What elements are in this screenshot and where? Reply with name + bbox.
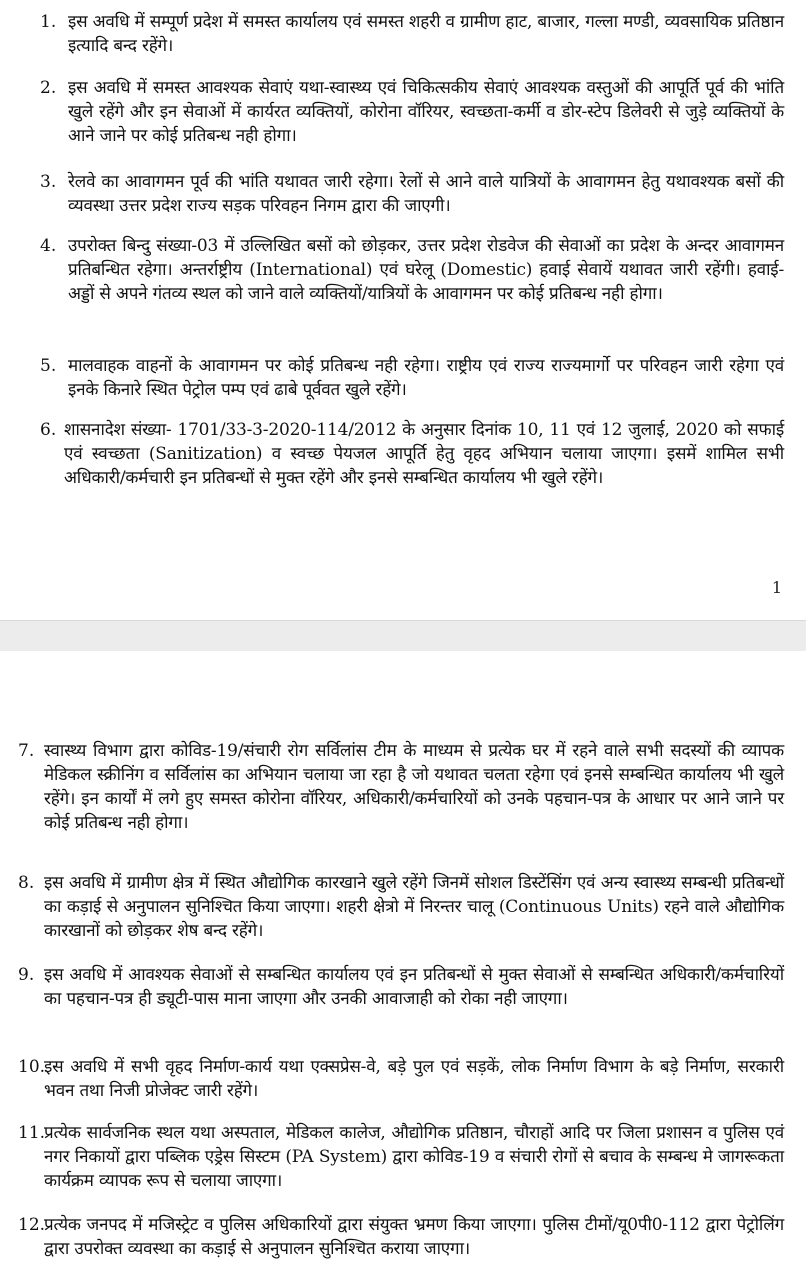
item-number: 7. (18, 741, 35, 761)
item-text: इस अवधि में आवश्यक सेवाओं से सम्बन्धित कार्यालय एवं इन प्रतिबन्धों से मुक्त सेवाओं से सम्बन्धित अधिकारी/कर्मचारियों का पहचान-पत्र ही ड्यूटी-पास माना जाएगा और उनकी आवाजाही को रोका नही जाएगा। (44, 965, 784, 1009)
item-text: उपरोक्त बिन्दु संख्या-03 में उल्लिखित बसों को छोड़कर, उत्तर प्रदेश रोडवेज की सेवाओं का प्रदेश के अन्दर आवागमन प्रतिबन्धित रहेगा। अन्तर्राष्ट्रीय (International) एवं घरेलू (Domestic) हवाई सेवायें यथावत जारी रहेंगी। हवाई-अड्डों से अपने गंतव्य स्थल को जाने वाले व्यक्तियों/यात्रियों के आवागमन पर कोई प्रतिबन्ध नही होगा। (68, 236, 784, 304)
item-number: 3. (40, 172, 57, 192)
item-text: इस अवधि में सम्पूर्ण प्रदेश में समस्त कार्यालय एवं समस्त शहरी व ग्रामीण हाट, बाजार, गल्ला मण्डी, व्यवसायिक प्रतिष्ठान इत्यादि बन्द रहेंगे। (68, 12, 784, 56)
document-page-1 (0, 0, 806, 620)
item-text: रेलवे का आवागमन पूर्व की भांति यथावत जारी रहेगा। रेलों से आने वाले यात्रियों के आवागमन हेतु यथावश्यक बसों की व्यवस्था उत्तर प्रदेश राज्य सड़क परिवहन निगम द्वारा की जाएगी। (68, 172, 784, 216)
document-page-2 (0, 651, 806, 1280)
item-number: 2. (40, 78, 57, 98)
item-text: इस अवधि में सभी वृहद निर्माण-कार्य यथा एक्सप्रेस-वे, बड़े पुल एवं सड़कें, लोक निर्माण विभाग के बड़े निर्माण, सरकारी भवन तथा निजी प्रोजेक्ट जारी रहेंगे। (44, 1057, 784, 1101)
item-number: 6. (40, 420, 57, 440)
item-text: प्रत्येक सार्वजनिक स्थल यथा अस्पताल, मेडिकल कालेज, औद्योगिक प्रतिष्ठान, चौराहों आदि पर जिला प्रशासन व पुलिस एवं नगर निकायों द्वारा पब्लिक एड्रेस सिस्टम (PA System) द्वारा कोविड-19 व संचारी रोगों से बचाव के सम्बन्ध मे जागरूकता कार्यक्रम व्यापक रूप से चलाया जाएगा। (44, 1123, 784, 1191)
item-number: 8. (18, 873, 35, 893)
item-number: 4. (40, 236, 57, 256)
item-number: 9. (18, 965, 35, 985)
item-text: मालवाहक वाहनों के आवागमन पर कोई प्रतिबन्ध नही रहेगा। राष्ट्रीय एवं राज्य राज्यमार्गो पर परिवहन जारी रहेगा एवं इनके किनारे स्थित पेट्रोल पम्प एवं ढाबे पूर्ववत खुले रहेंगे। (68, 356, 784, 400)
page-number: 1 (771, 578, 782, 597)
item-text: इस अवधि में समस्त आवश्यक सेवाएं यथा-स्वास्थ्य एवं चिकित्सकीय सेवाएं आवश्यक वस्तुओं की आपूर्ति पूर्व की भांति खुले रहेंगे और इन सेवाओं में कार्यरत व्यक्तियों, कोरोना वॉरियर, स्वच्छता-कर्मी व डोर-स्टेप डिलेवरी से जुड़े व्यक्तियों के आने जाने पर कोई प्रतिबन्ध नही होगा। (68, 78, 784, 146)
item-text: इस अवधि में ग्रामीण क्षेत्र में स्थित औद्योगिक कारखाने खुले रहेंगे जिनमें सोशल डिस्टेंसिंग एवं अन्य स्वास्थ्य सम्बन्धी प्रतिबन्धों का कड़ाई से अनुपालन सुनिश्चित किया जाएगा। शहरी क्षेत्रो में निरन्तर चालू (Continuous Units) रहने वाले औद्योगिक कारखानों को छोड़कर शेष बन्द रहेंगे। (44, 873, 784, 941)
item-number: 12. (18, 1215, 46, 1235)
item-text: शासनादेश संख्या- 1701/33-3-2020-114/2012 के अनुसार दिनांक 10, 11 एवं 12 जुलाई, 2020 को सफाई एवं स्वच्छता (Sanitization) व स्वच्छ पेयजल आपूर्ति हेतु वृहद अभियान चलाया जाएगा। इसमें शामिल सभी अधिकारी/कर्मचारी इन प्रतिबन्धों से मुक्त रहेंगे और इनसे सम्बन्धित कार्यालय भी खुले रहेंगे। (64, 420, 784, 488)
item-text: स्वास्थ्य विभाग द्वारा कोविड-19/संचारी रोग सर्विलांस टीम के माध्यम से प्रत्येक घर में रहने वाले सभी सदस्यों की व्यापक मेडिकल स्क्रीनिंग व सर्विलांस का अभियान चलाया जा रहा है जो यथावत चलता रहेगा एवं इनसे सम्बन्धित कार्यालय भी खुले रहेंगे। इन कार्यों में लगे हुए समस्त कोरोना वॉरियर, अधिकारी/कर्मचारियों को उनके पहचान-पत्र के आधार पर आने जाने पर कोई प्रतिबन्ध नही होगा। (44, 741, 784, 833)
item-number: 5. (40, 356, 57, 376)
item-number: 10. (18, 1057, 46, 1077)
page-separator (0, 620, 806, 652)
item-text: प्रत्येक जनपद में मजिस्ट्रेट व पुलिस अधिकारियों द्वारा संयुक्त भ्रमण किया जाएगा। पुलिस टीमों/यू0पी0-112 द्वारा पेट्रोलिंग द्वारा उपरोक्त व्यवस्था का कड़ाई से अनुपालन सुनिश्चित कराया जाएगा। (44, 1215, 784, 1259)
item-number: 1. (40, 12, 57, 32)
item-number: 11. (18, 1123, 46, 1143)
